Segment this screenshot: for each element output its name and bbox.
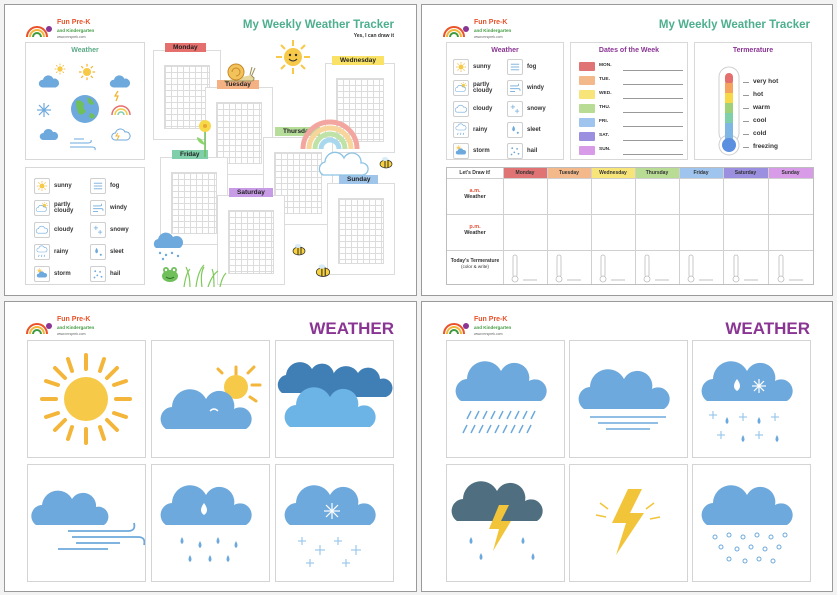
storm-card[interactable] [446,464,565,582]
temp-label-warm: warm [753,104,770,111]
rainbow-logo-icon [25,21,55,39]
rainbow-logo-icon [442,318,472,336]
hail-icon [693,465,810,581]
snow-rain-card[interactable] [692,340,811,458]
table-header-tuesday: Tuesday [547,168,591,178]
sun-icon [453,59,469,75]
weather-illustration-box [25,42,145,160]
brand-subtitle: and Kindergarten [474,325,512,330]
temperature-box-title: Termerature [732,47,774,54]
wind-icon [507,80,523,96]
day-tab-sunday: Sunday [339,175,378,184]
mini-thermometers [503,251,813,285]
tracker-title: My Weekly Weather Tracker [658,19,810,31]
tracker-title: My Weekly Weather Tracker [242,19,394,31]
dates-box-title: Dates of the Week [598,47,660,54]
flower-icon [193,117,217,157]
brand-url: www.mrsprek.com [57,332,86,336]
day-tab-thursday: Thursday [275,127,320,136]
weather-collage-icon [30,59,140,157]
weather-box-title: Weather [491,47,519,54]
dates-of-week-box: Dates of the Week MON. TUE. WED. THU. FRI. SAT. SUN. [570,42,688,160]
brand-url: www.mrsprek.com [474,332,503,336]
rain-icon [152,465,269,581]
partly-cloudy-icon [453,80,469,96]
temp-label-cold: cold [753,130,767,137]
rainbow-logo-icon [442,21,472,39]
thermometer-icon [715,65,743,157]
storm-icon [453,143,469,159]
hail-icon [507,143,523,159]
wind-icon [28,465,145,581]
tracker-subtitle: Yes, I can draw it [353,33,394,39]
bee-icon [377,155,395,171]
temp-label-freezing: freezing [753,143,778,150]
frog-icon [160,263,180,283]
wind-icon [90,200,106,216]
temp-label-hot: hot [753,91,764,98]
weather-legend-box: sunny fog partly cloudy windy cloudy snowy rainy sleet storm hail [25,167,145,285]
rain-icon [453,122,469,138]
partly-cloudy-icon [34,200,50,216]
partly-cloudy-card[interactable] [151,340,270,458]
brand-logo [442,316,532,340]
brand-subtitle: and Kindergarten [474,28,512,33]
fog-card[interactable] [569,340,688,458]
lightning-card[interactable] [569,464,688,582]
weather-legend-box: Weather sunny fog partly cloudy windy cloudy snowy rainy sleet storm hail [446,42,564,160]
day-tab-saturday: Saturday [229,188,273,197]
weekly-weather-table [446,167,814,285]
temp-label-cool: cool [753,117,767,124]
brand-subtitle: and Kindergarten [57,28,95,33]
cloud-icon [453,101,469,117]
brand-url: www.mrsprek.com [474,35,503,39]
sun-icon [28,341,145,457]
snow-rain-icon [693,341,810,457]
brand-name: Fun Pre-K [57,19,91,26]
table-header-friday: Friday [679,168,723,178]
brand-logo [25,316,115,340]
snow-icon [507,101,523,117]
day-tab-tuesday: Tuesday [217,80,259,89]
weather-cards-title: WEATHER [725,319,810,338]
fog-icon [507,59,523,75]
rainbow-logo-icon [25,318,55,336]
table-header-thursday: Thursday [635,168,679,178]
day-page-sunday [327,183,395,275]
cloud-icon [34,222,50,238]
brand-name: Fun Pre-K [57,316,91,323]
weather-cards-sheet-1 [4,301,417,592]
partly-cloudy-icon [152,341,269,457]
brand-name: Fun Pre-K [474,19,508,26]
snow-icon [276,465,393,581]
fog-icon [90,178,106,194]
storm-icon [447,465,564,581]
table-corner-label: Let's Draw it! [447,168,503,178]
brand-subtitle: and Kindergarten [57,325,95,330]
sun-card[interactable] [27,340,146,458]
table-header-sunday: Sunday [768,168,813,178]
table-header-wednesday: Wednesday [591,168,635,178]
tracker-table-sheet [421,4,833,296]
white-cloud-icon [315,145,371,179]
rain-icon [34,244,50,260]
snow-icon [90,222,106,238]
grass-icon [180,261,228,287]
sleet-card[interactable] [446,340,565,458]
row-pm-weather: p.m. Weather [464,224,486,236]
brand-url: www.mrsprek.com [57,35,86,39]
table-header-monday: Monday [503,168,547,178]
day-tab-friday: Friday [172,150,208,159]
row-today-temperature: Today's Termerature (color & write) [450,258,500,269]
row-am-weather: a.m. Weather [464,188,486,200]
lightning-icon [570,465,687,581]
brand-name: Fun Pre-K [474,316,508,323]
temp-label-very-hot: very hot [753,78,779,85]
day-tab-wednesday: Wednesday [332,56,384,65]
day-tab-monday: Monday [165,43,206,52]
rain-cloud-icon [151,232,185,262]
sleet-icon [507,122,523,138]
bee-icon [290,241,308,259]
tracker-drawing-sheet [4,4,417,296]
sun-icon [34,178,50,194]
cloud-icon [276,341,393,457]
cloudy-card[interactable] [275,340,394,458]
brand-logo [442,19,532,43]
table-header-saturday: Saturday [723,168,768,178]
fog-icon [570,341,687,457]
smiling-sun-icon [275,39,311,75]
hail-icon [90,266,106,282]
rainy-card[interactable] [151,464,270,582]
snowy-card[interactable] [275,464,394,582]
weather-cards-sheet-2 [421,301,833,592]
sleet-icon [90,244,106,260]
weather-box-title: Weather [71,47,99,54]
weather-cards-title: WEATHER [309,319,394,338]
sleet-icon [447,341,564,457]
snail-icon [220,59,256,83]
temperature-box [694,42,812,160]
storm-icon [34,266,50,282]
windy-card[interactable] [27,464,146,582]
brand-logo [25,19,115,43]
rainbow-icon [299,103,361,151]
bee-icon [313,261,333,281]
hail-card[interactable] [692,464,811,582]
